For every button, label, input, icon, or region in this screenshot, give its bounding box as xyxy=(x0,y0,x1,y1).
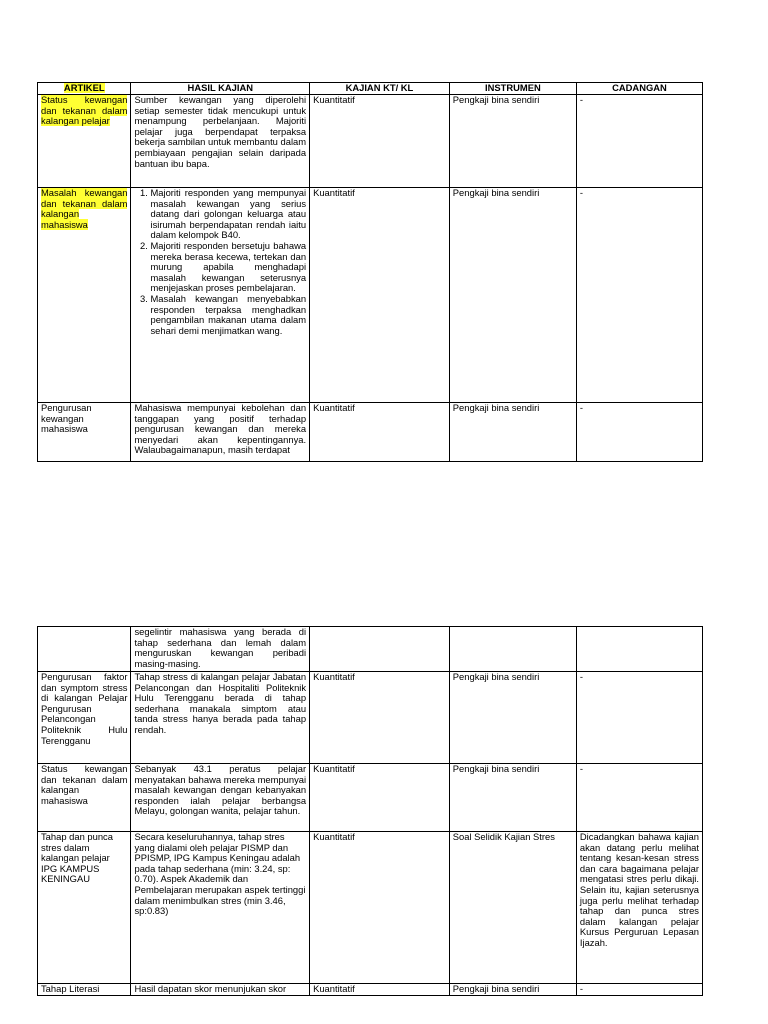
artikel-cell: Status kewangan dan tekanan dalam kalangan pelajar xyxy=(38,95,131,188)
list-item: 2. Majoriti responden bersetuju bahawa mereka berasa kecewa, tertekan dan murung apabila menghadapi masalah kewangan seterusnya menjejaskan proses pembelajaran. xyxy=(150,241,306,294)
artikel-cell xyxy=(38,627,131,672)
kajian-cell: Kuantitatif xyxy=(310,672,450,764)
list-item: 1. Majoriti responden yang mempunyai masalah kewangan yang serius datang dari golongan keluarga atau isirumah berpendapatan rendah iaitu dalam kelompok B40. xyxy=(150,188,306,241)
kajian-cell: Kuantitatif xyxy=(310,403,450,462)
kajian-cell xyxy=(310,627,450,672)
header-artikel: ARTIKEL xyxy=(38,83,131,95)
hasil-cell: Hasil dapatan skor menunjukan skor xyxy=(131,984,310,996)
hasil-cell: Sumber kewangan yang diperolehi setiap semester tidak mencukupi untuk menampung perbelanjaan. Majoriti pelajar juga berpendapat terpaksa bekerja sambilan untuk membantu dalam pembiayaan pengajian selain daripada bantuan ibu bapa. xyxy=(131,95,310,188)
table-row xyxy=(38,627,703,672)
table-row xyxy=(38,764,703,832)
artikel-cell: Pengurusan faktor dan symptom stress di kalangan Pelajar Pengurusan Pelancongan Politeknik Hulu Terengganu xyxy=(38,672,131,764)
table-row xyxy=(38,984,703,996)
hasil-cell: Mahasiswa mempunyai kebolehan dan tanggapan yang positif terhadap pengurusan kewangan dan mereka menyedari akan kepentingannya. Walaubagaimanapun, masih terdapat xyxy=(131,403,310,462)
instrumen-cell: Pengkaji bina sendiri xyxy=(449,984,576,996)
instrumen-cell: Pengkaji bina sendiri xyxy=(449,95,576,188)
kajian-cell: Kuantitatif xyxy=(310,188,450,403)
table-row xyxy=(38,672,703,764)
header-instrumen: INSTRUMEN xyxy=(449,83,576,95)
hasil-cell: Sebanyak 43.1 peratus pelajar menyatakan bahawa mereka mempunyai masalah kewangan dengan kebanyakan responden ialah pelajar berbangsa Melayu, golongan wanita, pelajar tahun. xyxy=(131,764,310,832)
instrumen-cell: Pengkaji bina sendiri xyxy=(449,188,576,403)
cadangan-cell: - xyxy=(576,672,702,764)
cadangan-cell: Dicadangkan bahawa kajian akan datang perlu melihat tentang kesan-kesan stress dan cara bagaimana pelajar mengatasi stres perlu dikaji. Selain itu, kajian seterusnya juga perlu melihat terhadap tahap dan punca stres dalam kalangan pelajar Kursus Perguruan Lepasan Ijazah. xyxy=(576,832,702,984)
table-row xyxy=(38,832,703,984)
kajian-cell: Kuantitatif xyxy=(310,764,450,832)
artikel-cell: Pengurusan kewangan mahasiswa xyxy=(38,403,131,462)
cadangan-cell: - xyxy=(576,984,702,996)
cadangan-cell: - xyxy=(576,764,702,832)
artikel-cell: Tahap Literasi xyxy=(38,984,131,996)
hasil-cell xyxy=(131,188,310,403)
artikel-cell: Masalah kewangan dan tekanan dalam kalangan mahasiswa xyxy=(38,188,131,403)
instrumen-cell: Soal Selidik Kajian Stres xyxy=(449,832,576,984)
header-cadangan: CADANGAN xyxy=(576,83,702,95)
header-hasil-kajian: HASIL KAJIAN xyxy=(131,83,310,95)
artikel-cell: Tahap dan punca stres dalam kalangan pelajar IPG KAMPUS KENINGAU xyxy=(38,832,131,984)
header-kajian-type: KAJIAN KT/ KL xyxy=(310,83,450,95)
instrumen-cell: Pengkaji bina sendiri xyxy=(449,764,576,832)
table-row xyxy=(38,403,703,462)
literature-table-page-2 xyxy=(37,626,703,996)
table-row xyxy=(38,188,703,403)
kajian-cell: Kuantitatif xyxy=(310,832,450,984)
header-row xyxy=(38,83,703,95)
literature-table-page-1 xyxy=(37,82,703,462)
cadangan-cell: - xyxy=(576,188,702,403)
hasil-cell: Tahap stress di kalangan pelajar Jabatan Pelancongan dan Hospitaliti Politeknik Hulu Terengganu berada di tahap sederhana manakala simptom atau tanda stress hanya berada pada tahap rendah. xyxy=(131,672,310,764)
kajian-cell: Kuantitatif xyxy=(310,95,450,188)
hasil-cell: segelintir mahasiswa yang berada di tahap sederhana dan lemah dalam menguruskan kewangan peribadi masing-masing. xyxy=(131,627,310,672)
artikel-cell: Status kewangan dan tekanan dalam kalangan mahasiswa xyxy=(38,764,131,832)
hasil-cell: Secara keseluruhannya, tahap stres yang dialami oleh pelajar PISMP dan PPISMP, IPG Kampus Keningau adalah pada tahap sederhana (min: 3.24, sp: 0.70). Aspek Akademik dan Pembelajaran merupakan aspek tertinggi dalam menimbulkan stres (min 3.46, sp:0.83) xyxy=(131,832,310,984)
instrumen-cell xyxy=(449,627,576,672)
instrumen-cell: Pengkaji bina sendiri xyxy=(449,403,576,462)
kajian-cell: Kuantitatif xyxy=(310,984,450,996)
hasil-list xyxy=(134,188,306,336)
instrumen-cell: Pengkaji bina sendiri xyxy=(449,672,576,764)
list-item: 3. Masalah kewangan menyebabkan responden terpaksa menghadkan pengambilan makanan utama dalam sehari demi menjimatkan wang. xyxy=(150,294,306,336)
cadangan-cell xyxy=(576,627,702,672)
table-row xyxy=(38,95,703,188)
cadangan-cell: - xyxy=(576,95,702,188)
cadangan-cell: - xyxy=(576,403,702,462)
